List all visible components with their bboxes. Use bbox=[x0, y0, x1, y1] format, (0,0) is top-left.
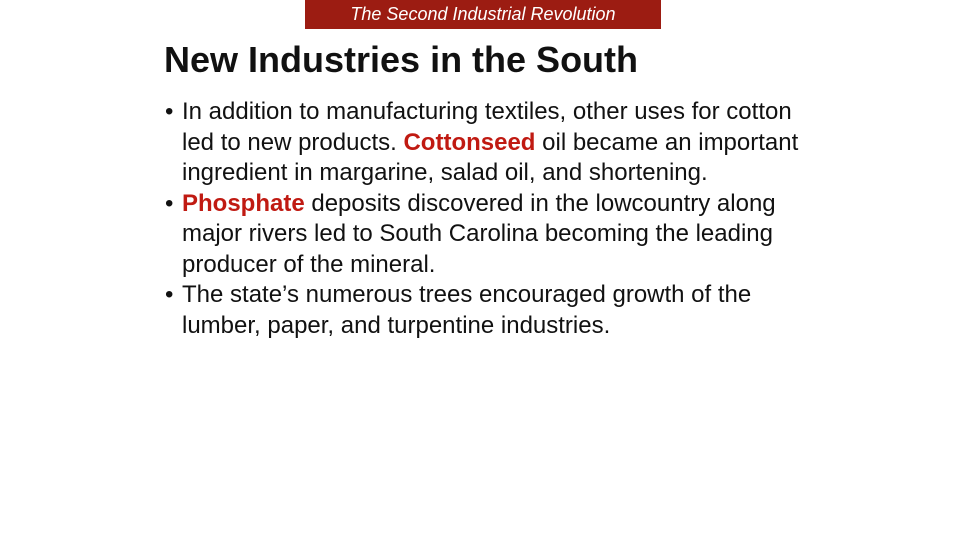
bullet-trees bbox=[163, 280, 813, 341]
bullet-text: In addition to manufacturing textiles, other uses for cotton led to new products. bbox=[182, 98, 792, 156]
keyword-cottonseed: Cottonseed bbox=[403, 128, 536, 156]
bullet-dot: • bbox=[165, 189, 174, 217]
bullet-text: The state’s numerous trees encouraged growth of the lumber, paper, and turpentine industries. bbox=[182, 281, 752, 339]
section-banner: The Second Industrial Revolution bbox=[305, 0, 661, 29]
bullet-text: oil became an important ingredient in margarine, salad oil, and shortening. bbox=[182, 128, 799, 186]
bullet-dot: • bbox=[165, 281, 174, 308]
keyword-phosphate: Phosphate bbox=[182, 189, 305, 217]
bullet-list bbox=[163, 97, 813, 341]
bullet-cottonseed bbox=[163, 97, 813, 189]
bullet-phosphate bbox=[163, 189, 813, 281]
slide-title: New Industries in the South bbox=[164, 39, 639, 80]
bullet-text: deposits discovered in the lowcountry along major rivers led to South Carolina becoming the leading producer of the mineral. bbox=[182, 189, 776, 278]
bullet-dot: • bbox=[165, 98, 174, 125]
